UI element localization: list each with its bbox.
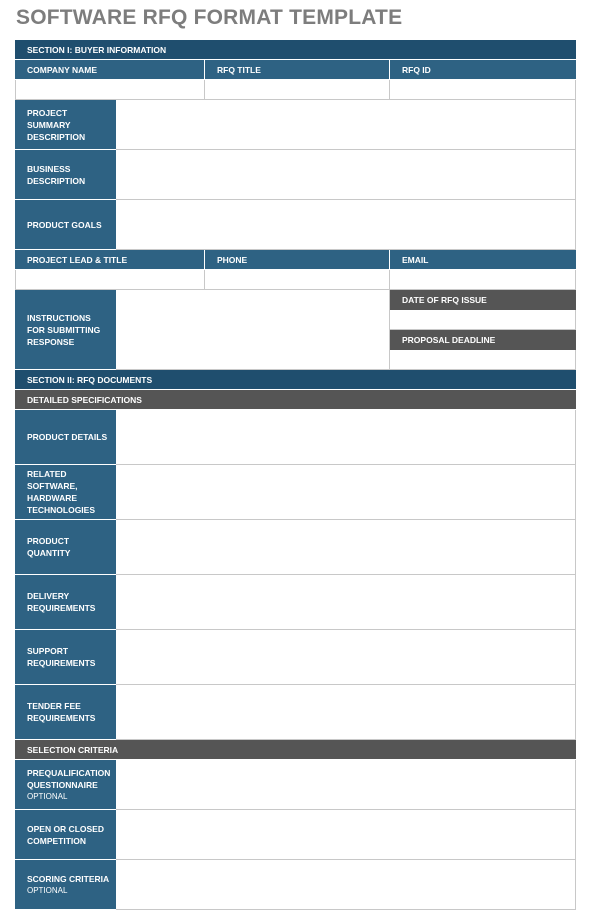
product-goals-field[interactable] <box>116 200 576 250</box>
related-software-row <box>15 465 576 520</box>
tender-fee-label: TENDER FEE REQUIREMENTS <box>15 685 116 740</box>
scoring-criteria-field[interactable] <box>116 860 576 910</box>
product-goals-row <box>15 200 576 250</box>
section-1-heading: SECTION I: BUYER INFORMATION <box>15 40 576 60</box>
rfq-title-field[interactable] <box>205 80 390 100</box>
email-field[interactable] <box>390 270 576 290</box>
proposal-deadline-header: PROPOSAL DEADLINE <box>390 330 576 350</box>
instructions-label: INSTRUCTIONS FOR SUBMITTING RESPONSE <box>15 290 116 370</box>
instructions-field[interactable] <box>116 290 390 370</box>
prequalification-title: PREQUALIFICATION QUESTIONNAIRE <box>27 768 111 790</box>
product-quantity-row <box>15 520 576 575</box>
phone-field[interactable] <box>205 270 390 290</box>
product-details-label: PRODUCT DETAILS <box>15 410 116 465</box>
business-description-field[interactable] <box>116 150 576 200</box>
detailed-specifications-heading: DETAILED SPECIFICATIONS <box>15 390 576 410</box>
rfq-form <box>15 40 576 910</box>
scoring-criteria-row <box>15 860 576 910</box>
delivery-requirements-label: DELIVERY REQUIREMENTS <box>15 575 116 630</box>
open-closed-label: OPEN OR CLOSED COMPETITION <box>15 810 116 860</box>
related-software-field[interactable] <box>116 465 576 520</box>
project-summary-label: PROJECT SUMMARY DESCRIPTION <box>15 100 116 150</box>
project-lead-header: PROJECT LEAD & TITLE <box>15 250 205 270</box>
delivery-requirements-field[interactable] <box>116 575 576 630</box>
scoring-criteria-title: SCORING CRITERIA <box>27 874 110 884</box>
scoring-criteria-label <box>15 860 116 910</box>
buyer-value-row <box>15 80 576 100</box>
contact-value-row <box>15 270 576 290</box>
related-software-label: RELATED SOFTWARE, HARDWARE TECHNOLOGIES <box>15 465 116 520</box>
optional-note: OPTIONAL <box>27 886 68 895</box>
company-name-field[interactable] <box>15 80 205 100</box>
product-details-row <box>15 410 576 465</box>
delivery-requirements-row <box>15 575 576 630</box>
date-of-issue-field[interactable] <box>390 310 576 330</box>
rfq-title-header: RFQ TITLE <box>205 60 390 80</box>
contact-header-row <box>15 250 576 270</box>
buyer-header-row <box>15 60 576 80</box>
instructions-row <box>15 290 576 370</box>
support-requirements-row <box>15 630 576 685</box>
business-description-label: BUSINESS DESCRIPTION <box>15 150 116 200</box>
product-quantity-field[interactable] <box>116 520 576 575</box>
page-title: SOFTWARE RFQ FORMAT TEMPLATE <box>16 6 403 29</box>
prequalification-row <box>15 760 576 810</box>
tender-fee-row <box>15 685 576 740</box>
company-name-header: COMPANY NAME <box>15 60 205 80</box>
product-details-field[interactable] <box>116 410 576 465</box>
open-closed-field[interactable] <box>116 810 576 860</box>
project-summary-row <box>15 100 576 150</box>
support-requirements-field[interactable] <box>116 630 576 685</box>
selection-criteria-heading: SELECTION CRITERIA <box>15 740 576 760</box>
tender-fee-field[interactable] <box>116 685 576 740</box>
section-2-heading: SECTION II: RFQ DOCUMENTS <box>15 370 576 390</box>
support-requirements-label: SUPPORT REQUIREMENTS <box>15 630 116 685</box>
product-goals-label: PRODUCT GOALS <box>15 200 116 250</box>
prequalification-field[interactable] <box>116 760 576 810</box>
project-lead-field[interactable] <box>15 270 205 290</box>
product-quantity-label: PRODUCT QUANTITY <box>15 520 116 575</box>
open-closed-row <box>15 810 576 860</box>
project-summary-field[interactable] <box>116 100 576 150</box>
prequalification-label <box>15 760 116 810</box>
email-header: EMAIL <box>390 250 576 270</box>
dates-stack <box>390 290 576 370</box>
optional-note: OPTIONAL <box>27 792 68 801</box>
rfq-id-header: RFQ ID <box>390 60 576 80</box>
proposal-deadline-field[interactable] <box>390 350 576 370</box>
phone-header: PHONE <box>205 250 390 270</box>
business-description-row <box>15 150 576 200</box>
date-of-issue-header: DATE OF RFQ ISSUE <box>390 290 576 310</box>
rfq-id-field[interactable] <box>390 80 576 100</box>
